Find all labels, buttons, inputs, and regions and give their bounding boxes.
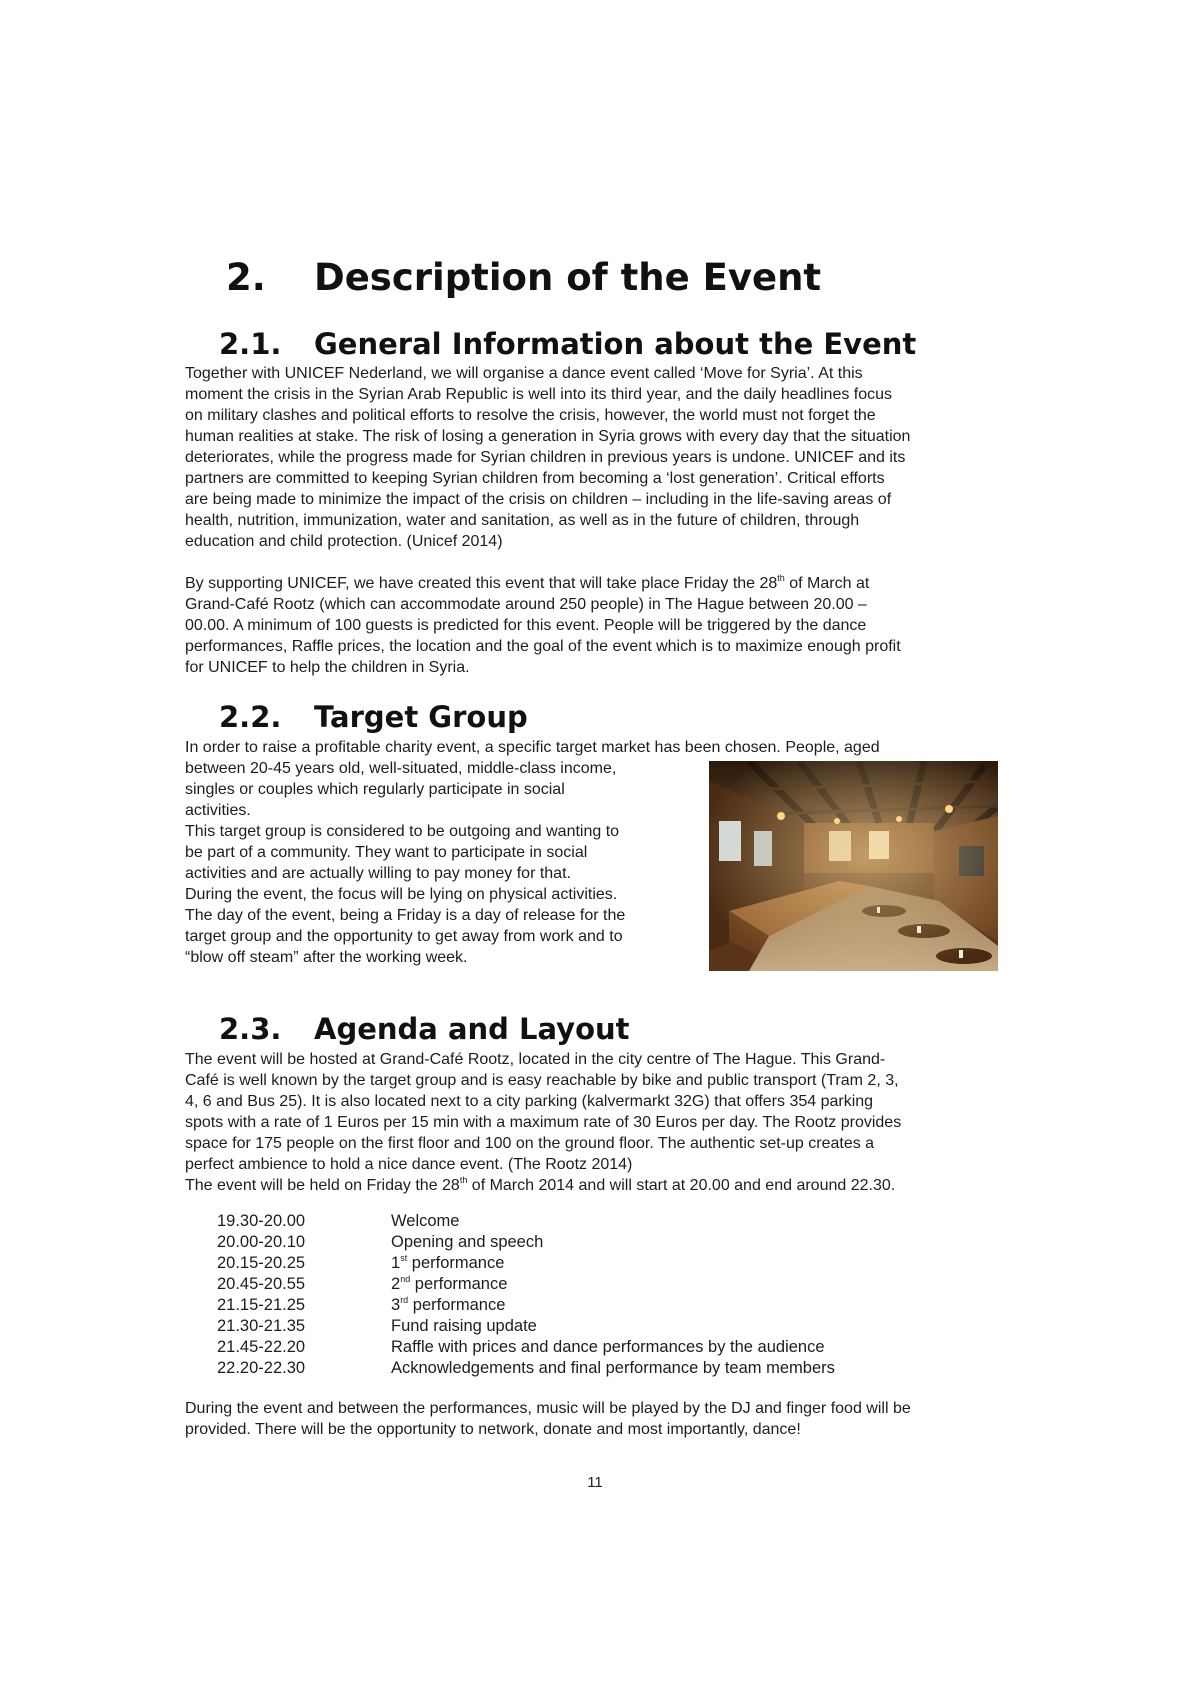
text-line: education and child protection. (Unicef 2014) xyxy=(185,533,503,550)
agenda-layout-paragraph xyxy=(185,1049,1017,1196)
text-line: moment the crisis in the Syrian Arab Republic is well into its third year, and the daily headlines focus xyxy=(185,386,893,403)
text-line: performances, Raffle prices, the location and the goal of the event which is to maximize enough profit xyxy=(185,638,901,655)
agenda-row xyxy=(217,1253,997,1274)
text-line xyxy=(185,1175,1017,1196)
agenda-item: 1 xyxy=(391,1254,401,1272)
agenda-table xyxy=(217,1211,997,1379)
agenda-time: 20.00-20.10 xyxy=(217,1233,306,1251)
text-line: This target group is considered to be outgoing and wanting to xyxy=(185,823,620,840)
text-line: provided. There will be the opportunity to network, donate and most importantly, dance! xyxy=(185,1421,801,1438)
agenda-item: Raffle with prices and dance performances by the audience xyxy=(391,1338,825,1356)
ordinal-suffix: rd xyxy=(400,1295,409,1305)
text-line: Grand-Café Rootz (which can accommodate around 250 people) in The Hague between 20.00 – xyxy=(185,596,867,613)
page-number: 11 xyxy=(587,1474,603,1491)
section-heading-target-group xyxy=(219,699,528,735)
cafe-interior-photo xyxy=(709,761,998,971)
agenda-row xyxy=(217,1316,997,1337)
section-heading-general-information xyxy=(219,326,916,362)
ordinal-suffix: th xyxy=(459,1175,468,1185)
text-line: perfect ambience to hold a nice dance event. (The Rootz 2014) xyxy=(185,1156,633,1173)
chapter-number: 2. xyxy=(226,256,266,299)
agenda-row xyxy=(217,1337,997,1358)
text-line: on military clashes and political efforts to resolve the crisis, however, the world must not forget the xyxy=(185,407,876,424)
ordinal-suffix: st xyxy=(400,1253,408,1263)
target-group-paragraph xyxy=(185,758,690,968)
section-title: Target Group xyxy=(314,700,528,734)
text-line: Together with UNICEF Nederland, we will organise a dance event called ‘Move for Syria’. At this xyxy=(185,365,863,382)
agenda-row xyxy=(217,1274,997,1295)
agenda-time: 22.20-22.30 xyxy=(217,1359,306,1377)
chapter-heading xyxy=(226,255,821,301)
ordinal-suffix: nd xyxy=(400,1274,411,1284)
target-group-intro-line xyxy=(185,737,1017,758)
text-line: target group and the opportunity to get away from work and to xyxy=(185,928,623,945)
agenda-item: 3 xyxy=(391,1296,401,1314)
agenda-time: 21.30-21.35 xyxy=(217,1317,306,1335)
agenda-time: 21.45-22.20 xyxy=(217,1338,306,1356)
text-line: The day of the event, being a Friday is a day of release for the xyxy=(185,907,626,924)
text-fragment: By supporting UNICEF, we have created this event that will take place Friday the 28 xyxy=(185,575,778,592)
text-line: health, nutrition, immunization, water and sanitation, as well as in the future of children, through xyxy=(185,512,860,529)
text-line: human realities at stake. The risk of losing a generation in Syria grows with every day that the situation xyxy=(185,428,911,445)
agenda-time: 20.45-20.55 xyxy=(217,1275,306,1293)
agenda-item: Acknowledgements and final performance by team members xyxy=(391,1359,835,1377)
agenda-item: Fund raising update xyxy=(391,1317,537,1335)
text-line: for UNICEF to help the children in Syria. xyxy=(185,659,470,676)
agenda-item: 2 xyxy=(391,1275,401,1293)
text-line: In order to raise a profitable charity event, a specific target market has been chosen. People, aged xyxy=(185,739,880,756)
text-line: spots with a rate of 1 Euros per 15 min with a maximum rate of 30 Euros per day. The Rootz provides xyxy=(185,1114,902,1131)
text-line: 4, 6 and Bus 25). It is also located next to a city parking (kalvermarkt 32G) that offers 354 parking xyxy=(185,1093,874,1110)
text-line: singles or couples which regularly participate in social xyxy=(185,781,565,798)
general-info-paragraph xyxy=(185,363,1017,552)
event-support-paragraph xyxy=(185,573,1017,678)
agenda-time: 19.30-20.00 xyxy=(217,1212,306,1230)
text-fragment: of March at xyxy=(784,575,870,592)
text-line: The event will be hosted at Grand-Café Rootz, located in the city centre of The Hague. This Grand- xyxy=(185,1051,886,1068)
agenda-row xyxy=(217,1358,997,1379)
agenda-row xyxy=(217,1232,997,1253)
text-fragment: of March 2014 and will start at 20.00 and end around 22.30. xyxy=(467,1177,896,1194)
section-number: 2.1. xyxy=(219,327,282,361)
text-line: During the event and between the performances, music will be played by the DJ and finger food will be xyxy=(185,1400,911,1417)
text-fragment: The event will be held on Friday the 28 xyxy=(185,1177,460,1194)
section-number: 2.2. xyxy=(219,700,282,734)
text-line: partners are committed to keeping Syrian children from becoming a ‘lost generation’. Critical efforts xyxy=(185,470,885,487)
text-line: activities. xyxy=(185,802,251,819)
agenda-row xyxy=(217,1295,997,1316)
text-line: are being made to minimize the impact of the crisis on children – including in the life-saving areas of xyxy=(185,491,892,508)
agenda-time: 20.15-20.25 xyxy=(217,1254,306,1272)
chapter-title: Description of the Event xyxy=(314,256,822,299)
section-heading-agenda xyxy=(219,1011,630,1047)
text-line: Café is well known by the target group and is easy reachable by bike and public transport (Tram 2, 3, xyxy=(185,1072,899,1089)
text-line: During the event, the focus will be lying on physical activities. xyxy=(185,886,618,903)
agenda-item: Opening and speech xyxy=(391,1233,544,1251)
section-number: 2.3. xyxy=(219,1012,282,1046)
section-title: Agenda and Layout xyxy=(314,1012,630,1046)
text-line: “blow off steam” after the working week. xyxy=(185,949,468,966)
ordinal-suffix: th xyxy=(777,573,785,583)
text-line: be part of a community. They want to participate in social xyxy=(185,844,588,861)
agenda-row xyxy=(217,1211,997,1232)
text-line: activities and are actually willing to pay money for that. xyxy=(185,865,571,882)
text-line: 00.00. A minimum of 100 guests is predicted for this event. People will be triggered by the dance xyxy=(185,617,867,634)
text-line: between 20-45 years old, well-situated, middle-class income, xyxy=(185,760,617,777)
agenda-time: 21.15-21.25 xyxy=(217,1296,306,1314)
text-line xyxy=(185,573,1017,594)
agenda-item-rest: performance xyxy=(410,1275,508,1293)
text-line: space for 175 people on the first floor and 100 on the ground floor. The authentic set-up creates a xyxy=(185,1135,875,1152)
section-title: General Information about the Event xyxy=(314,327,917,361)
closing-paragraph xyxy=(185,1398,1017,1440)
agenda-item-rest: performance xyxy=(407,1254,505,1272)
agenda-item-rest: performance xyxy=(408,1296,506,1314)
text-line: deteriorates, while the progress made for Syrian children in previous years is undone. UNICEF and its xyxy=(185,449,906,466)
agenda-item: Welcome xyxy=(391,1212,460,1230)
